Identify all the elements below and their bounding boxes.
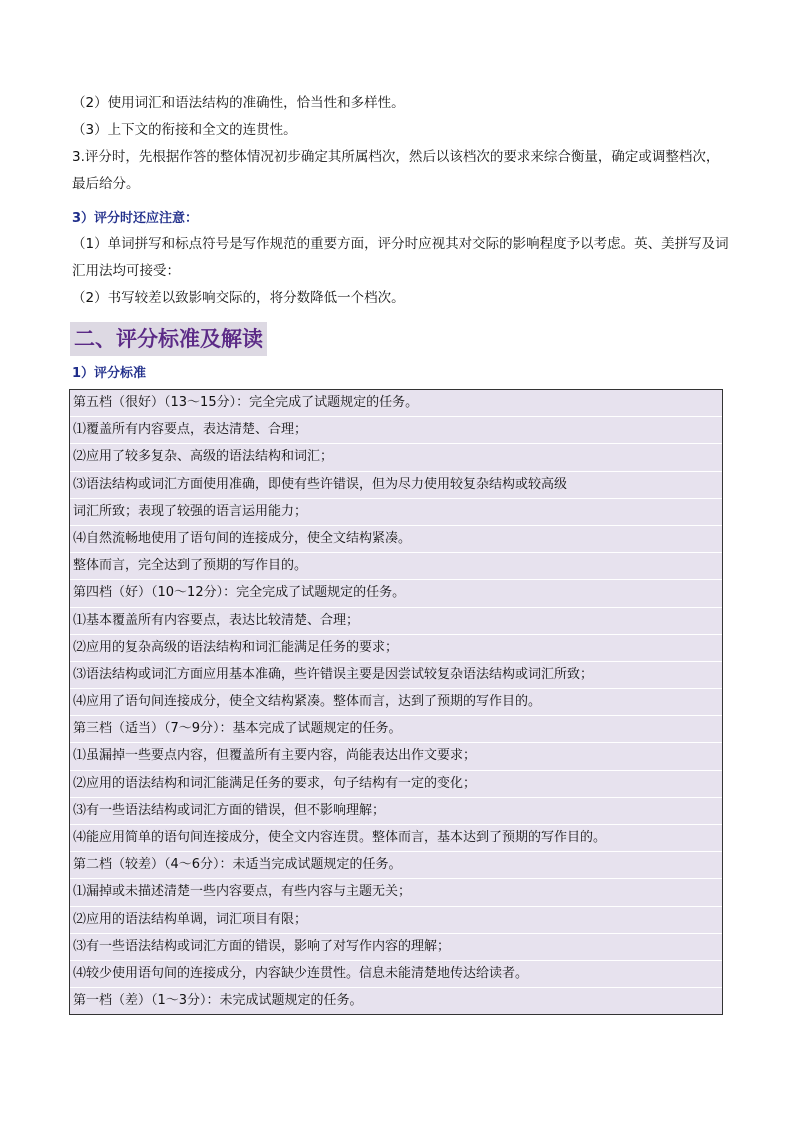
criteria-row: ⑴虽漏掉一些要点内容，但覆盖所有主要内容，尚能表达出作文要求； [70, 743, 722, 770]
criteria-row: ⑶有一些语法结构或词汇方面的错误，影响了对写作内容的理解； [70, 934, 722, 961]
criteria-row: 整体而言，完全达到了预期的写作目的。 [70, 553, 722, 580]
criteria-row: 第三档（适当）（7～9分）：基本完成了试题规定的任务。 [70, 716, 722, 743]
criteria-row: ⑴覆盖所有内容要点，表达清楚、合理； [70, 417, 722, 444]
note-heading: 3）评分时还应注意： [72, 211, 199, 226]
criteria-heading: 1）评分标准 [72, 366, 147, 381]
criteria-row: ⑴基本覆盖所有内容要点，表达比较清楚、合理； [70, 608, 722, 635]
paragraph-scoring-method: 3.评分时，先根据作答的整体情况初步确定其所属档次，然后以该档次的要求来综合衡量，确定或调整档次，最后给分。 [72, 149, 720, 192]
criteria-row: ⑷较少使用语句间的连接成分，内容缺少连贯性。信息未能清楚地传达给读者。 [70, 961, 722, 988]
criteria-row: ⑶语法结构或词汇方面使用准确，即使有些许错误，但为尽力使用较复杂结构或较高级 [70, 472, 722, 499]
criteria-row: ⑷自然流畅地使用了语句间的连接成分，使全文结构紧凑。 [70, 526, 722, 553]
criteria-row: ⑵应用的复杂高级的语法结构和词汇能满足任务的要求； [70, 635, 722, 662]
criteria-row: ⑴漏掉或未描述清楚一些内容要点，有些内容与主题无关； [70, 879, 722, 906]
criteria-row: 第二档（较差）（4～6分）：未适当完成试题规定的任务。 [70, 852, 722, 879]
criteria-row: ⑷应用了语句间连接成分，使全文结构紧凑。整体而言，达到了预期的写作目的。 [70, 689, 722, 716]
criteria-row: ⑶有一些语法结构或词汇方面的错误，但不影响理解； [70, 798, 722, 825]
criteria-row: ⑷能应用简单的语句间连接成分，使全文内容连贯。整体而言，基本达到了预期的写作目的。 [70, 825, 722, 852]
paragraph-coherence: （3）上下文的衔接和全文的连贯性。 [72, 122, 297, 138]
criteria-row: 第五档（很好）（13～15分）：完全完成了试题规定的任务。 [70, 390, 722, 417]
criteria-row: 第四档（好）（10～12分）：完全完成了试题规定的任务。 [70, 580, 722, 607]
paragraph-accuracy: （2）使用词汇和语法结构的准确性，恰当性和多样性。 [72, 95, 405, 111]
section-heading: 二、评分标准及解读 [70, 322, 267, 356]
criteria-row: ⑵应用了较多复杂、高级的语法结构和词汇； [70, 444, 722, 471]
criteria-box [69, 389, 723, 1015]
criteria-row: ⑵应用的语法结构和词汇能满足任务的要求，句子结构有一定的变化； [70, 771, 722, 798]
paragraph-handwriting: （2）书写较差以致影响交际的，将分数降低一个档次。 [72, 290, 405, 306]
paragraph-spelling: （1）单词拼写和标点符号是写作规范的重要方面，评分时应视其对交际的影响程度予以考虑。英、美拼写及词汇用法均可接受： [72, 236, 729, 279]
criteria-row: ⑵应用的语法结构单调，词汇项目有限； [70, 907, 722, 934]
criteria-row: 词汇所致；表现了较强的语言运用能力； [70, 499, 722, 526]
criteria-row: ⑶语法结构或词汇方面应用基本准确，些许错误主要是因尝试较复杂语法结构或词汇所致； [70, 662, 722, 689]
criteria-row: 第一档（差）（1～3分）：未完成试题规定的任务。 [73, 993, 363, 1009]
